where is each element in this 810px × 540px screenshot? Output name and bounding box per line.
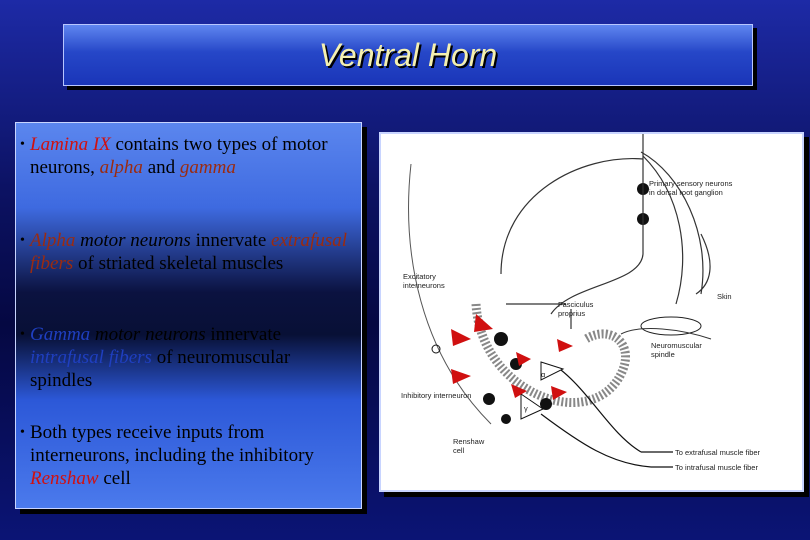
gamma-axon — [541, 414, 651, 467]
red-arrow-2 — [474, 314, 493, 332]
sensory-fiber-1 — [641, 152, 703, 294]
label-spindle: spindle — [651, 350, 675, 359]
ventral-horn-band — [476, 304, 626, 403]
bullet-4-tail: cell — [98, 468, 131, 489]
term-renshaw: Renshaw — [30, 468, 99, 489]
red-arrow-1 — [451, 329, 471, 346]
label-excitatory: Excitatory — [403, 272, 436, 281]
label-primary-sensory-2: in dorsal root ganglion — [649, 188, 723, 197]
term-alpha-2: Alpha — [30, 230, 76, 251]
bullet-panel — [15, 122, 362, 509]
term-lamina-ix: Lamina IX — [30, 134, 111, 155]
bullet-1-and: and — [142, 157, 180, 178]
label-fasciculus-2: proprius — [558, 309, 586, 318]
bullet-2-tail: of striated skeletal muscles — [73, 253, 284, 274]
excitatory-interneuron-1 — [494, 332, 508, 346]
label-to-intrafusal: To intrafusal muscle fiber — [675, 463, 758, 472]
label-fasciculus: Fasciculus — [558, 300, 594, 309]
bullet-3-tail: of neuromuscular spindles — [30, 347, 291, 391]
bullet-1: • Lamina IX contains two types of motor neurons, alpha and gamma — [20, 134, 328, 178]
bullet-2: • Alpha motor neurons innervate extrafusal fibers of striated skeletal muscles — [20, 230, 347, 274]
term-extrafusal: extrafusal fibers — [30, 230, 347, 274]
alpha-symbol: α — [541, 370, 546, 379]
cord-outline — [409, 164, 491, 424]
term-intrafusal: intrafusal fibers — [30, 347, 152, 368]
red-arrow-3 — [451, 369, 471, 384]
label-renshaw-2: cell — [453, 446, 465, 455]
term-gamma-2: Gamma — [30, 324, 91, 345]
bullet-3: • Gamma motor neurons innervate intrafusal fibers of neuromuscular spindles — [20, 324, 291, 391]
renshaw-cell — [501, 414, 511, 424]
gamma-symbol: γ — [524, 404, 528, 413]
label-to-extrafusal: To extrafusal muscle fiber — [675, 448, 761, 457]
title-banner — [63, 24, 753, 86]
slide-title: Ventral Horn — [318, 36, 498, 73]
term-motor-neurons-2: motor neurons — [90, 324, 206, 345]
bullet-1-text: contains two types of motor neurons, — [30, 134, 328, 178]
term-motor-neurons: motor neurons — [75, 230, 191, 251]
label-renshaw: Renshaw — [453, 437, 485, 446]
bullet-3-text: innervate — [205, 324, 282, 345]
alpha-axon — [561, 370, 641, 452]
label-primary-sensory: Primary sensory neurons — [649, 179, 733, 188]
neuromuscular-spindle — [641, 317, 701, 335]
bullet-2-text: innervate — [190, 230, 271, 251]
term-gamma: gamma — [179, 157, 236, 178]
red-arrow-7 — [557, 339, 573, 352]
dorsal-root-fiber — [501, 159, 643, 274]
label-neuromuscular: Neuromuscular — [651, 341, 702, 350]
inhibitory-interneuron — [483, 393, 495, 405]
label-excitatory-2: interneurons — [403, 281, 445, 290]
diagram-svg — [381, 134, 802, 490]
term-alpha: alpha — [99, 157, 143, 178]
bullet-4: • Both types receive inputs from interneurons, including the inhibitory Renshaw cell — [20, 422, 314, 489]
spinal-cord-diagram — [379, 132, 804, 492]
label-inhibitory: Inhibitory interneuron — [401, 391, 472, 400]
bullet-4-text: Both types receive inputs from interneurons, including the inhibitory — [30, 422, 314, 466]
label-skin: Skin — [717, 292, 732, 301]
